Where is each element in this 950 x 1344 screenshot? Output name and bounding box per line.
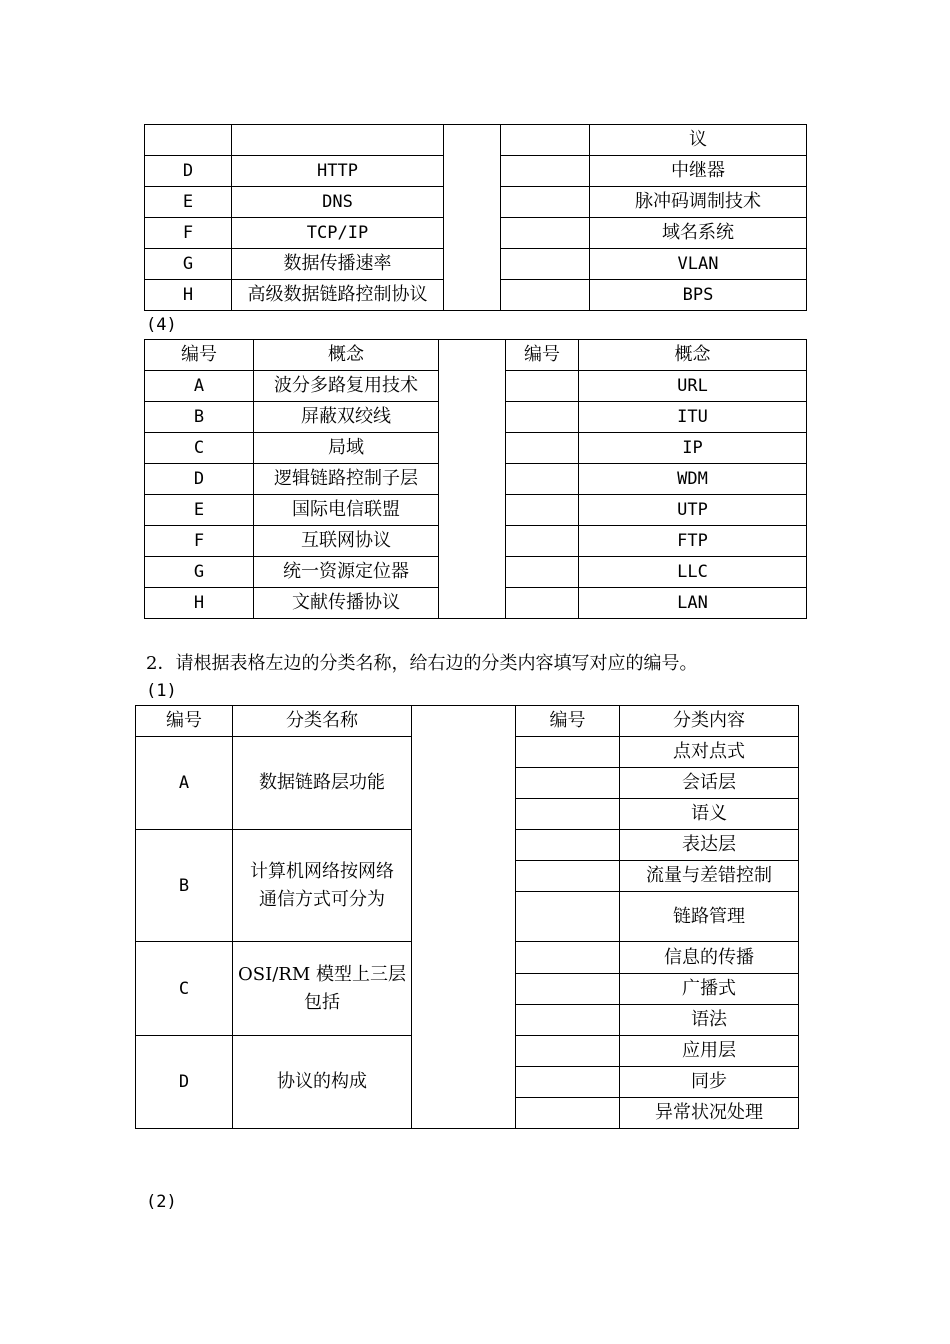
- answer-code-cell[interactable]: [516, 1067, 620, 1098]
- answer-code-cell[interactable]: [516, 1098, 620, 1129]
- left-code-cell: [145, 125, 232, 156]
- group-name-line: 计算机网络按网络: [250, 860, 394, 882]
- right-concept-cell: LAN: [579, 588, 807, 619]
- header-right-concept: 概念: [579, 340, 807, 371]
- left-concept-cell: HTTP: [232, 156, 444, 187]
- answer-code-cell[interactable]: [501, 218, 590, 249]
- content-cell: 链路管理: [620, 892, 799, 942]
- content-cell: 同步: [620, 1067, 799, 1098]
- header-concept: 概念: [254, 340, 439, 371]
- left-concept-cell: 波分多路复用技术: [254, 371, 439, 402]
- right-concept-cell: URL: [579, 371, 807, 402]
- table-header-row: [145, 340, 807, 371]
- answer-code-cell[interactable]: [506, 371, 579, 402]
- left-concept-cell: [232, 125, 444, 156]
- section-2-label-2: (2): [146, 1192, 177, 1212]
- group-code-cell: C: [136, 942, 233, 1036]
- table-4-label: (4): [146, 315, 177, 335]
- left-concept-cell: DNS: [232, 187, 444, 218]
- left-concept-cell: 屏蔽双绞线: [254, 402, 439, 433]
- left-code-cell: B: [145, 402, 254, 433]
- answer-code-cell[interactable]: [516, 861, 620, 892]
- right-concept-cell: BPS: [590, 280, 807, 311]
- section-2-instruction: 2．请根据表格左边的分类名称，给右边的分类内容填写对应的编号。: [146, 653, 698, 674]
- group-name-line: 协议的构成: [277, 1071, 367, 1092]
- spacer-cell: [439, 340, 506, 619]
- answer-code-cell[interactable]: [506, 557, 579, 588]
- right-concept-cell: 议: [590, 125, 807, 156]
- answer-code-cell[interactable]: [506, 526, 579, 557]
- header-code: 编号: [136, 706, 233, 737]
- group-code-cell: D: [136, 1036, 233, 1129]
- left-concept-cell: 互联网协议: [254, 526, 439, 557]
- group-name-cell: [233, 1036, 412, 1129]
- left-concept-cell: 逻辑链路控制子层: [254, 464, 439, 495]
- left-code-cell: E: [145, 187, 232, 218]
- left-concept-cell: 文献传播协议: [254, 588, 439, 619]
- answer-code-cell[interactable]: [501, 125, 590, 156]
- answer-code-cell[interactable]: [506, 495, 579, 526]
- group-name-line: 包括: [304, 991, 340, 1013]
- answer-code-cell[interactable]: [506, 433, 579, 464]
- answer-code-cell[interactable]: [516, 768, 620, 799]
- right-concept-cell: ITU: [579, 402, 807, 433]
- header-name: 分类名称: [233, 706, 412, 737]
- left-code-cell: E: [145, 495, 254, 526]
- content-cell: 流量与差错控制: [620, 861, 799, 892]
- section-2-label-1: (1): [146, 681, 177, 701]
- group-name-line: 通信方式可分为: [259, 888, 385, 910]
- left-code-cell: G: [145, 557, 254, 588]
- spacer-cell: [412, 706, 516, 1129]
- table-header-row: [136, 706, 799, 737]
- spacer-cell: [444, 125, 501, 311]
- left-code-cell: H: [145, 588, 254, 619]
- left-concept-cell: 高级数据链路控制协议: [232, 280, 444, 311]
- concept-table-4: [144, 339, 807, 619]
- answer-code-cell[interactable]: [501, 187, 590, 218]
- answer-code-cell[interactable]: [516, 737, 620, 768]
- content-cell: 语法: [620, 1005, 799, 1036]
- right-concept-cell: VLAN: [590, 249, 807, 280]
- answer-code-cell[interactable]: [506, 402, 579, 433]
- left-code-cell: C: [145, 433, 254, 464]
- content-cell: 会话层: [620, 768, 799, 799]
- left-code-cell: F: [145, 218, 232, 249]
- answer-code-cell[interactable]: [506, 588, 579, 619]
- left-concept-cell: 数据传播速率: [232, 249, 444, 280]
- content-cell: 广播式: [620, 974, 799, 1005]
- right-concept-cell: UTP: [579, 495, 807, 526]
- answer-code-cell[interactable]: [501, 249, 590, 280]
- header-right-code: 编号: [506, 340, 579, 371]
- header-code: 编号: [145, 340, 254, 371]
- answer-code-cell[interactable]: [516, 799, 620, 830]
- group-code-cell: B: [136, 830, 233, 942]
- table-row: [145, 125, 807, 156]
- right-concept-cell: WDM: [579, 464, 807, 495]
- header-right-code: 编号: [516, 706, 620, 737]
- left-concept-cell: 局域: [254, 433, 439, 464]
- content-cell: 表达层: [620, 830, 799, 861]
- answer-code-cell[interactable]: [501, 280, 590, 311]
- left-code-cell: D: [145, 156, 232, 187]
- concept-table-3: [144, 124, 807, 311]
- left-concept-cell: 国际电信联盟: [254, 495, 439, 526]
- answer-code-cell[interactable]: [516, 892, 620, 942]
- group-name-line: 数据链路层功能: [259, 772, 385, 793]
- right-concept-cell: 中继器: [590, 156, 807, 187]
- left-code-cell: H: [145, 280, 232, 311]
- answer-code-cell[interactable]: [516, 1036, 620, 1067]
- right-concept-cell: IP: [579, 433, 807, 464]
- group-name-line: OSI/RM 模型上三层: [238, 963, 406, 985]
- group-name-cell: [233, 830, 412, 942]
- answer-code-cell[interactable]: [516, 1005, 620, 1036]
- left-code-cell: A: [145, 371, 254, 402]
- right-concept-cell: FTP: [579, 526, 807, 557]
- right-concept-cell: 脉冲码调制技术: [590, 187, 807, 218]
- answer-code-cell[interactable]: [506, 464, 579, 495]
- group-name-cell: [233, 737, 412, 830]
- content-cell: 应用层: [620, 1036, 799, 1067]
- group-name-cell: [233, 942, 412, 1036]
- content-cell: 点对点式: [620, 737, 799, 768]
- left-code-cell: F: [145, 526, 254, 557]
- left-concept-cell: 统一资源定位器: [254, 557, 439, 588]
- answer-code-cell[interactable]: [501, 156, 590, 187]
- right-concept-cell: 域名系统: [590, 218, 807, 249]
- header-right-content: 分类内容: [620, 706, 799, 737]
- answer-code-cell[interactable]: [516, 974, 620, 1005]
- answer-code-cell[interactable]: [516, 830, 620, 861]
- left-code-cell: G: [145, 249, 232, 280]
- content-cell: 异常状况处理: [620, 1098, 799, 1129]
- group-code-cell: A: [136, 737, 233, 830]
- right-concept-cell: LLC: [579, 557, 807, 588]
- left-concept-cell: TCP/IP: [232, 218, 444, 249]
- content-cell: 语义: [620, 799, 799, 830]
- category-table-1: [135, 705, 799, 1129]
- content-cell: 信息的传播: [620, 942, 799, 974]
- left-code-cell: D: [145, 464, 254, 495]
- answer-code-cell[interactable]: [516, 942, 620, 974]
